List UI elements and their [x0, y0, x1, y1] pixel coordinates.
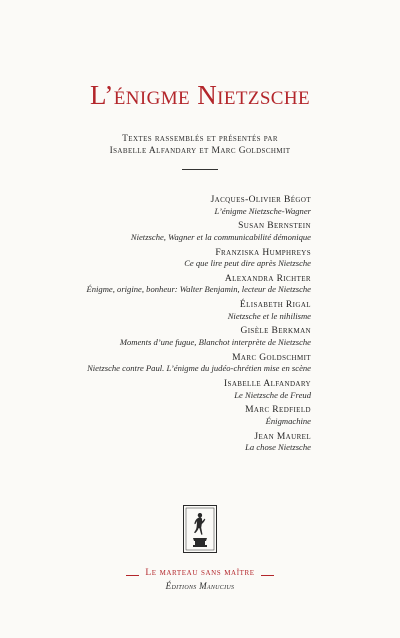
entry-title: Énigmachine [265, 415, 311, 426]
editors-credit [0, 133, 400, 157]
contents-list [60, 195, 311, 458]
editors-credit-line-1: Textes rassemblés et présentés par [122, 134, 278, 144]
series-name [0, 568, 400, 578]
contents-entry [60, 221, 311, 242]
entry-title: L’énigme Nietzsche-Wagner [214, 205, 311, 216]
entry-title: Le Nietzsche de Freud [234, 389, 311, 400]
entry-author: Franziska Humphreys [215, 247, 311, 258]
entry-title: Ce que lire peut dire après Nietzsche [184, 258, 311, 269]
contents-entry [60, 300, 311, 321]
entry-author: Jean Maurel [254, 431, 311, 442]
contents-entry [60, 274, 311, 295]
entry-title: Moments d’une fugue, Blanchot interprète de Nietzsche [119, 336, 311, 347]
entry-title: Nietzsche contre Paul. L’énigme du judéo-chrétien mise en scène [87, 363, 311, 374]
entry-author: Susan Bernstein [238, 221, 311, 232]
entry-author: Jacques-Olivier Bégot [210, 195, 311, 205]
contents-entry [60, 326, 311, 347]
entry-author: Élisabeth Rigal [239, 300, 311, 311]
contents-entry [60, 405, 311, 426]
entry-author: Gisèle Berkman [240, 326, 311, 337]
entry-author: Marc Redfield [245, 405, 311, 416]
entry-title: Nietzsche et le nihilisme [227, 310, 311, 321]
contents-entry [60, 379, 311, 400]
contents-entry [60, 195, 311, 216]
entry-title: Nietzsche, Wagner et la communicabilité démonique [130, 231, 311, 242]
contents-entry [60, 353, 311, 374]
title-divider [182, 169, 218, 170]
statue-emblem-icon [183, 505, 217, 553]
entry-author: Marc Goldschmit [232, 352, 311, 363]
series-label: Le marteau sans maître [139, 568, 260, 578]
contents-entry [60, 248, 311, 269]
book-title: L’énigme Nietzsche [89, 80, 311, 110]
contents-entry [60, 432, 311, 453]
entry-author: Isabelle Alfandary [223, 379, 311, 390]
editors-credit-line-2: Isabelle Alfandary et Marc Goldschmit [109, 146, 291, 156]
entry-title: Énigme, origine, bonheur: Walter Benjamin, lecteur de Nietzsche [86, 284, 311, 295]
publisher-name: Éditions Manucius [165, 581, 235, 591]
entry-title: La chose Nietzsche [245, 442, 311, 453]
entry-author: Alexandra Richter [224, 273, 311, 284]
